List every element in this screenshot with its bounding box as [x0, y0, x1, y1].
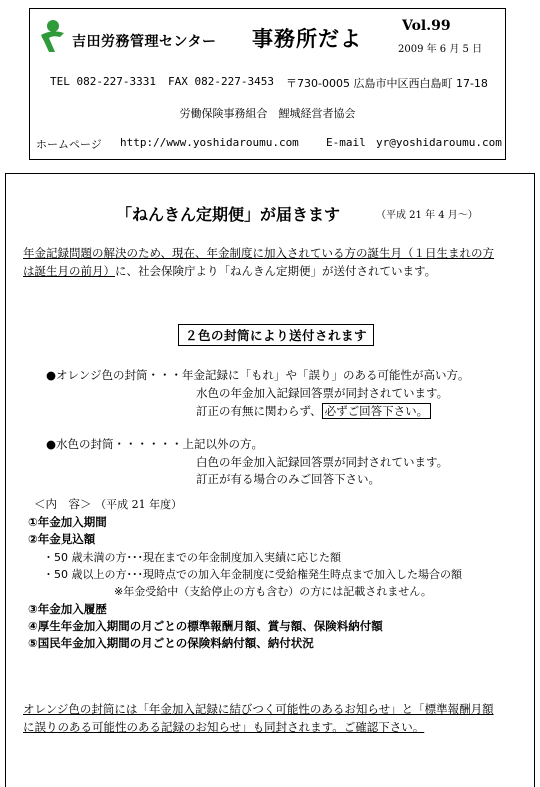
- orange-line3-a: 訂正の有無に関わらず、: [196, 404, 322, 418]
- contents-heading: [34, 496, 182, 512]
- email-link[interactable]: yr@yoshidaroumu.com: [376, 136, 502, 149]
- contents-item-4: ④厚生年金加入期間の月ごとの標準報酬月額、賞与額、保険料納付額: [28, 619, 383, 633]
- address: 〒730-0005 広島市中区西白島町 17-18: [286, 77, 488, 90]
- orange-line3-b: 必ずご回答下さい。: [322, 403, 432, 419]
- contents-item-1: ①年金加入期間: [28, 515, 107, 529]
- tel: TEL 082-227-3331: [50, 75, 156, 88]
- intro-line-2a: は誕生月の前月）: [23, 264, 115, 278]
- intro-line-2b: に、社会保険庁より「ねんきん定期便」が送付されています。: [115, 264, 437, 278]
- article-box: [5, 173, 535, 787]
- closing-line-1: オレンジ色の封筒には「年金加入記録に結びつく可能性のあるお知らせ」と「標準報酬月額: [23, 702, 494, 716]
- blue-envelope-line2: 白色の年金加入記録回答票が同封されています。: [196, 455, 449, 469]
- contents-item-2-note: ※年金受給中（支給停止の方も含む）の方には記載されません。: [114, 585, 432, 598]
- email-label: E-mail: [326, 136, 366, 149]
- orange-envelope-line2: 水色の年金加入記録回答票が同封されています。: [196, 386, 449, 400]
- two-color-heading: ２色の封筒により送付されます: [178, 324, 374, 346]
- org-name: 吉田労務管理センター: [72, 34, 217, 50]
- homepage-link[interactable]: http://www.yoshidaroumu.com: [120, 136, 299, 149]
- article-date-range: （平成 21 年 4 月～）: [376, 210, 478, 221]
- newsletter-title: 事務所だよ: [252, 26, 362, 51]
- contents-item-2-sub1: ・50 歳未満の方･･･現在までの年金制度加入実績に応じた額: [43, 551, 341, 564]
- fax: FAX 082-227-3453: [168, 75, 274, 88]
- contact-line: [30, 75, 505, 91]
- contents-item-5: ⑤国民年金加入期間の月ごとの保険料納付額、納付状況: [28, 636, 314, 650]
- volume-number: Vol.99: [402, 18, 451, 34]
- intro-paragraph: [23, 244, 494, 280]
- closing-line-2: に誤りのある可能性のある記録のお知らせ」も同封されます。ご確認下さい。: [23, 720, 425, 734]
- article-title: 「ねんきん定期便」が届きます: [116, 205, 341, 224]
- blue-envelope-line3: 訂正が有る場合のみご回答下さい。: [196, 472, 380, 486]
- newsletter-header: [29, 8, 506, 160]
- contents-item-3: ③年金加入履歴: [28, 602, 107, 616]
- closing-paragraph: [23, 700, 494, 736]
- contents-year: （平成 21 年度）: [95, 498, 183, 511]
- orange-envelope-lead: ●オレンジ色の封筒・・・年金記録に「もれ」や「誤り」のある可能性が高い方。: [46, 368, 470, 382]
- contents-item-2-sub2: ・50 歳以上の方･･･現時点での加入年金制度に受給権発生時点まで加入した場合の額: [43, 568, 462, 581]
- web-line: [30, 136, 505, 152]
- homepage-label: ホームページ: [36, 138, 102, 151]
- issue-date: 2009 年 6 月 5 日: [398, 44, 483, 55]
- contents-item-2: ②年金見込額: [28, 532, 96, 546]
- contents-label: ＜内 容＞: [34, 497, 92, 511]
- union-name: 労働保険事務組合 鯉城経営者協会: [179, 107, 356, 120]
- orange-envelope-line3: [196, 403, 431, 419]
- blue-envelope-lead: ●水色の封筒・・・・・・上記以外の方。: [46, 437, 264, 451]
- person-logo-icon: [38, 19, 66, 53]
- intro-line-1: 年金記録問題の解決のため、現在、年金制度に加入されている方の誕生月（１日生まれの方: [23, 246, 495, 260]
